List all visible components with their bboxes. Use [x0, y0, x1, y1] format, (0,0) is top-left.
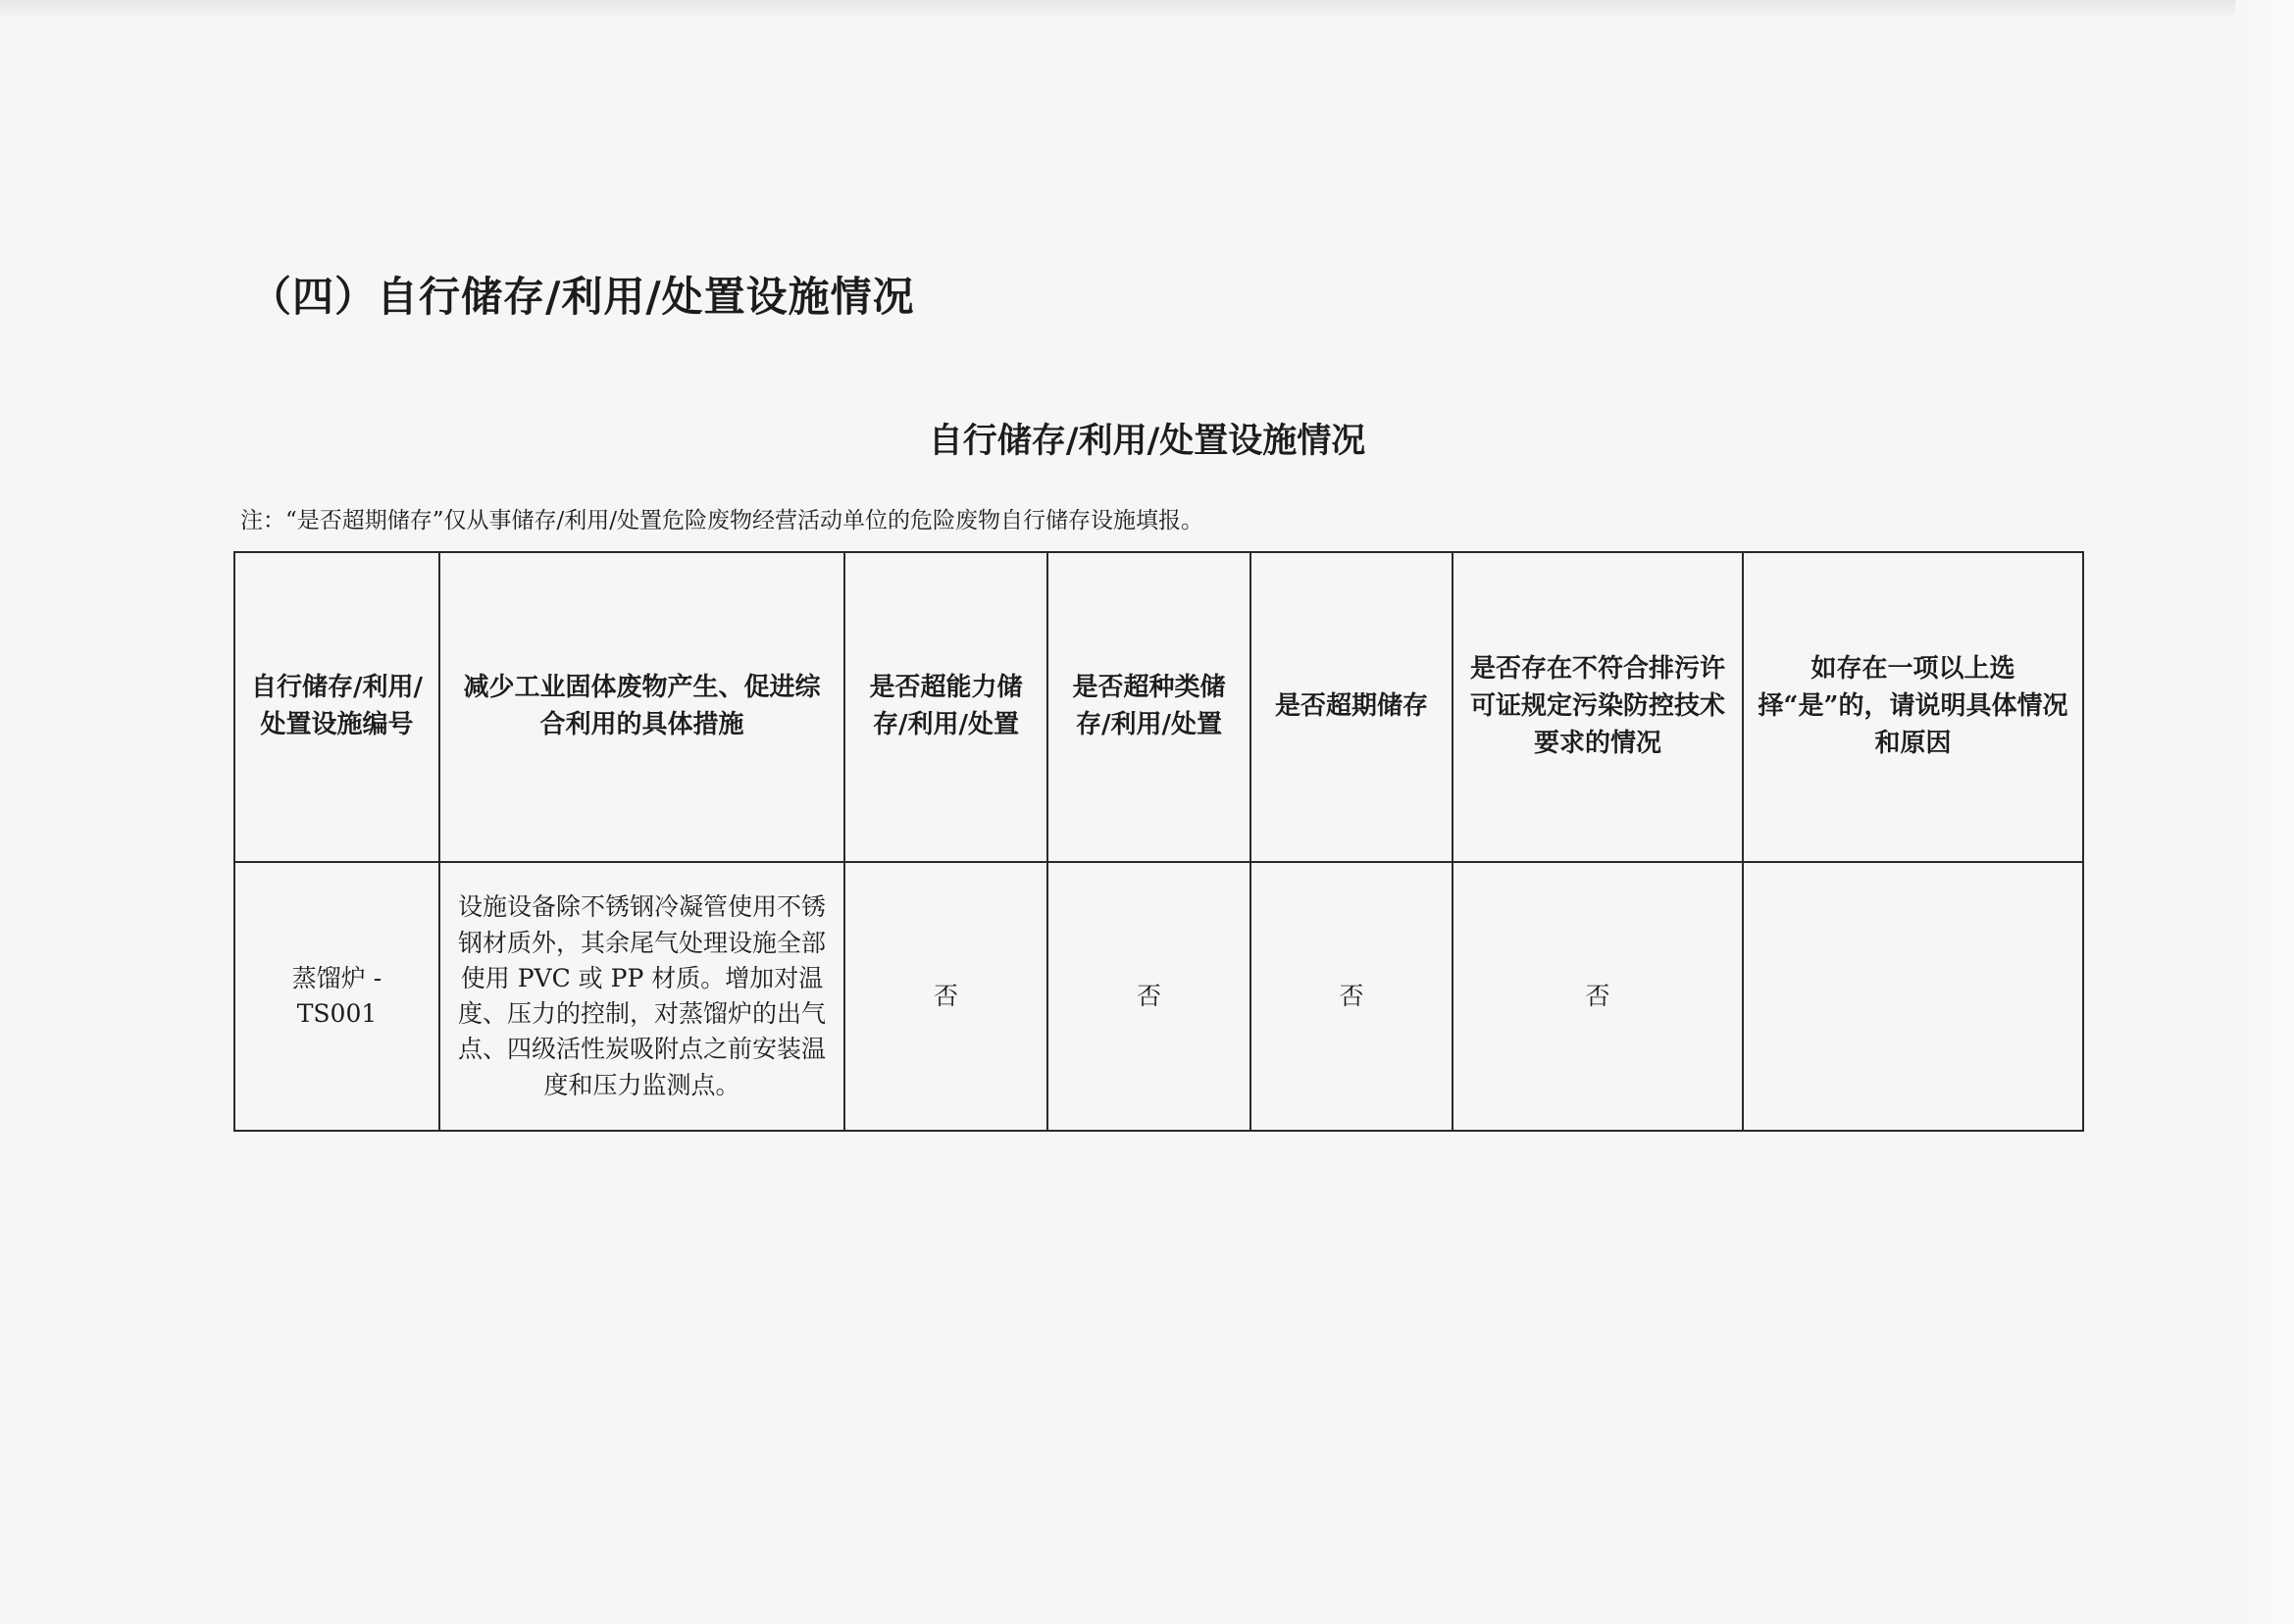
cell-over-type: 否	[1047, 862, 1250, 1131]
header-facility-id: 自行储存/利用/处置设施编号	[234, 552, 439, 862]
cell-measures: 设施设备除不锈钢冷凝管使用不锈钢材质外，其余尾气处理设施全部使用 PVC 或 PP 材质。增加对温度、压力的控制，对蒸馏炉的出气点、四级活性炭吸附点之前安装温度和压力监测点。	[439, 862, 844, 1131]
table-title: 自行储存/利用/处置设施情况	[928, 421, 1366, 461]
cell-over-capacity: 否	[844, 862, 1047, 1131]
header-measures: 减少工业固体废物产生、促进综合利用的具体措施	[439, 552, 844, 862]
header-row	[234, 552, 2083, 862]
table-note: 注：“是否超期储存”仅从事储存/利用/处置危险废物经营活动单位的危险废物自行储存设施填报。	[240, 508, 1204, 533]
header-non-compliance: 是否存在不符合排污许可证规定污染防控技术要求的情况	[1453, 552, 1743, 862]
scan-edge-right	[2235, 0, 2294, 1624]
header-over-capacity: 是否超能力储存/利用/处置	[844, 552, 1047, 862]
header-over-type: 是否超种类储存/利用/处置	[1047, 552, 1250, 862]
header-explanation: 如存在一项以上选择“是”的，请说明具体情况和原因	[1743, 552, 2083, 862]
cell-explanation	[1743, 862, 2083, 1131]
cell-non-compliance: 否	[1453, 862, 1743, 1131]
header-over-period: 是否超期储存	[1250, 552, 1453, 862]
table-row	[234, 862, 2083, 1131]
cell-facility-id: 蒸馏炉 - TS001	[234, 862, 439, 1131]
section-heading: （四）自行储存/利用/处置设施情况	[250, 273, 915, 321]
facility-table	[233, 551, 2084, 1132]
cell-over-period: 否	[1250, 862, 1453, 1131]
scan-edge-top	[0, 0, 2294, 18]
